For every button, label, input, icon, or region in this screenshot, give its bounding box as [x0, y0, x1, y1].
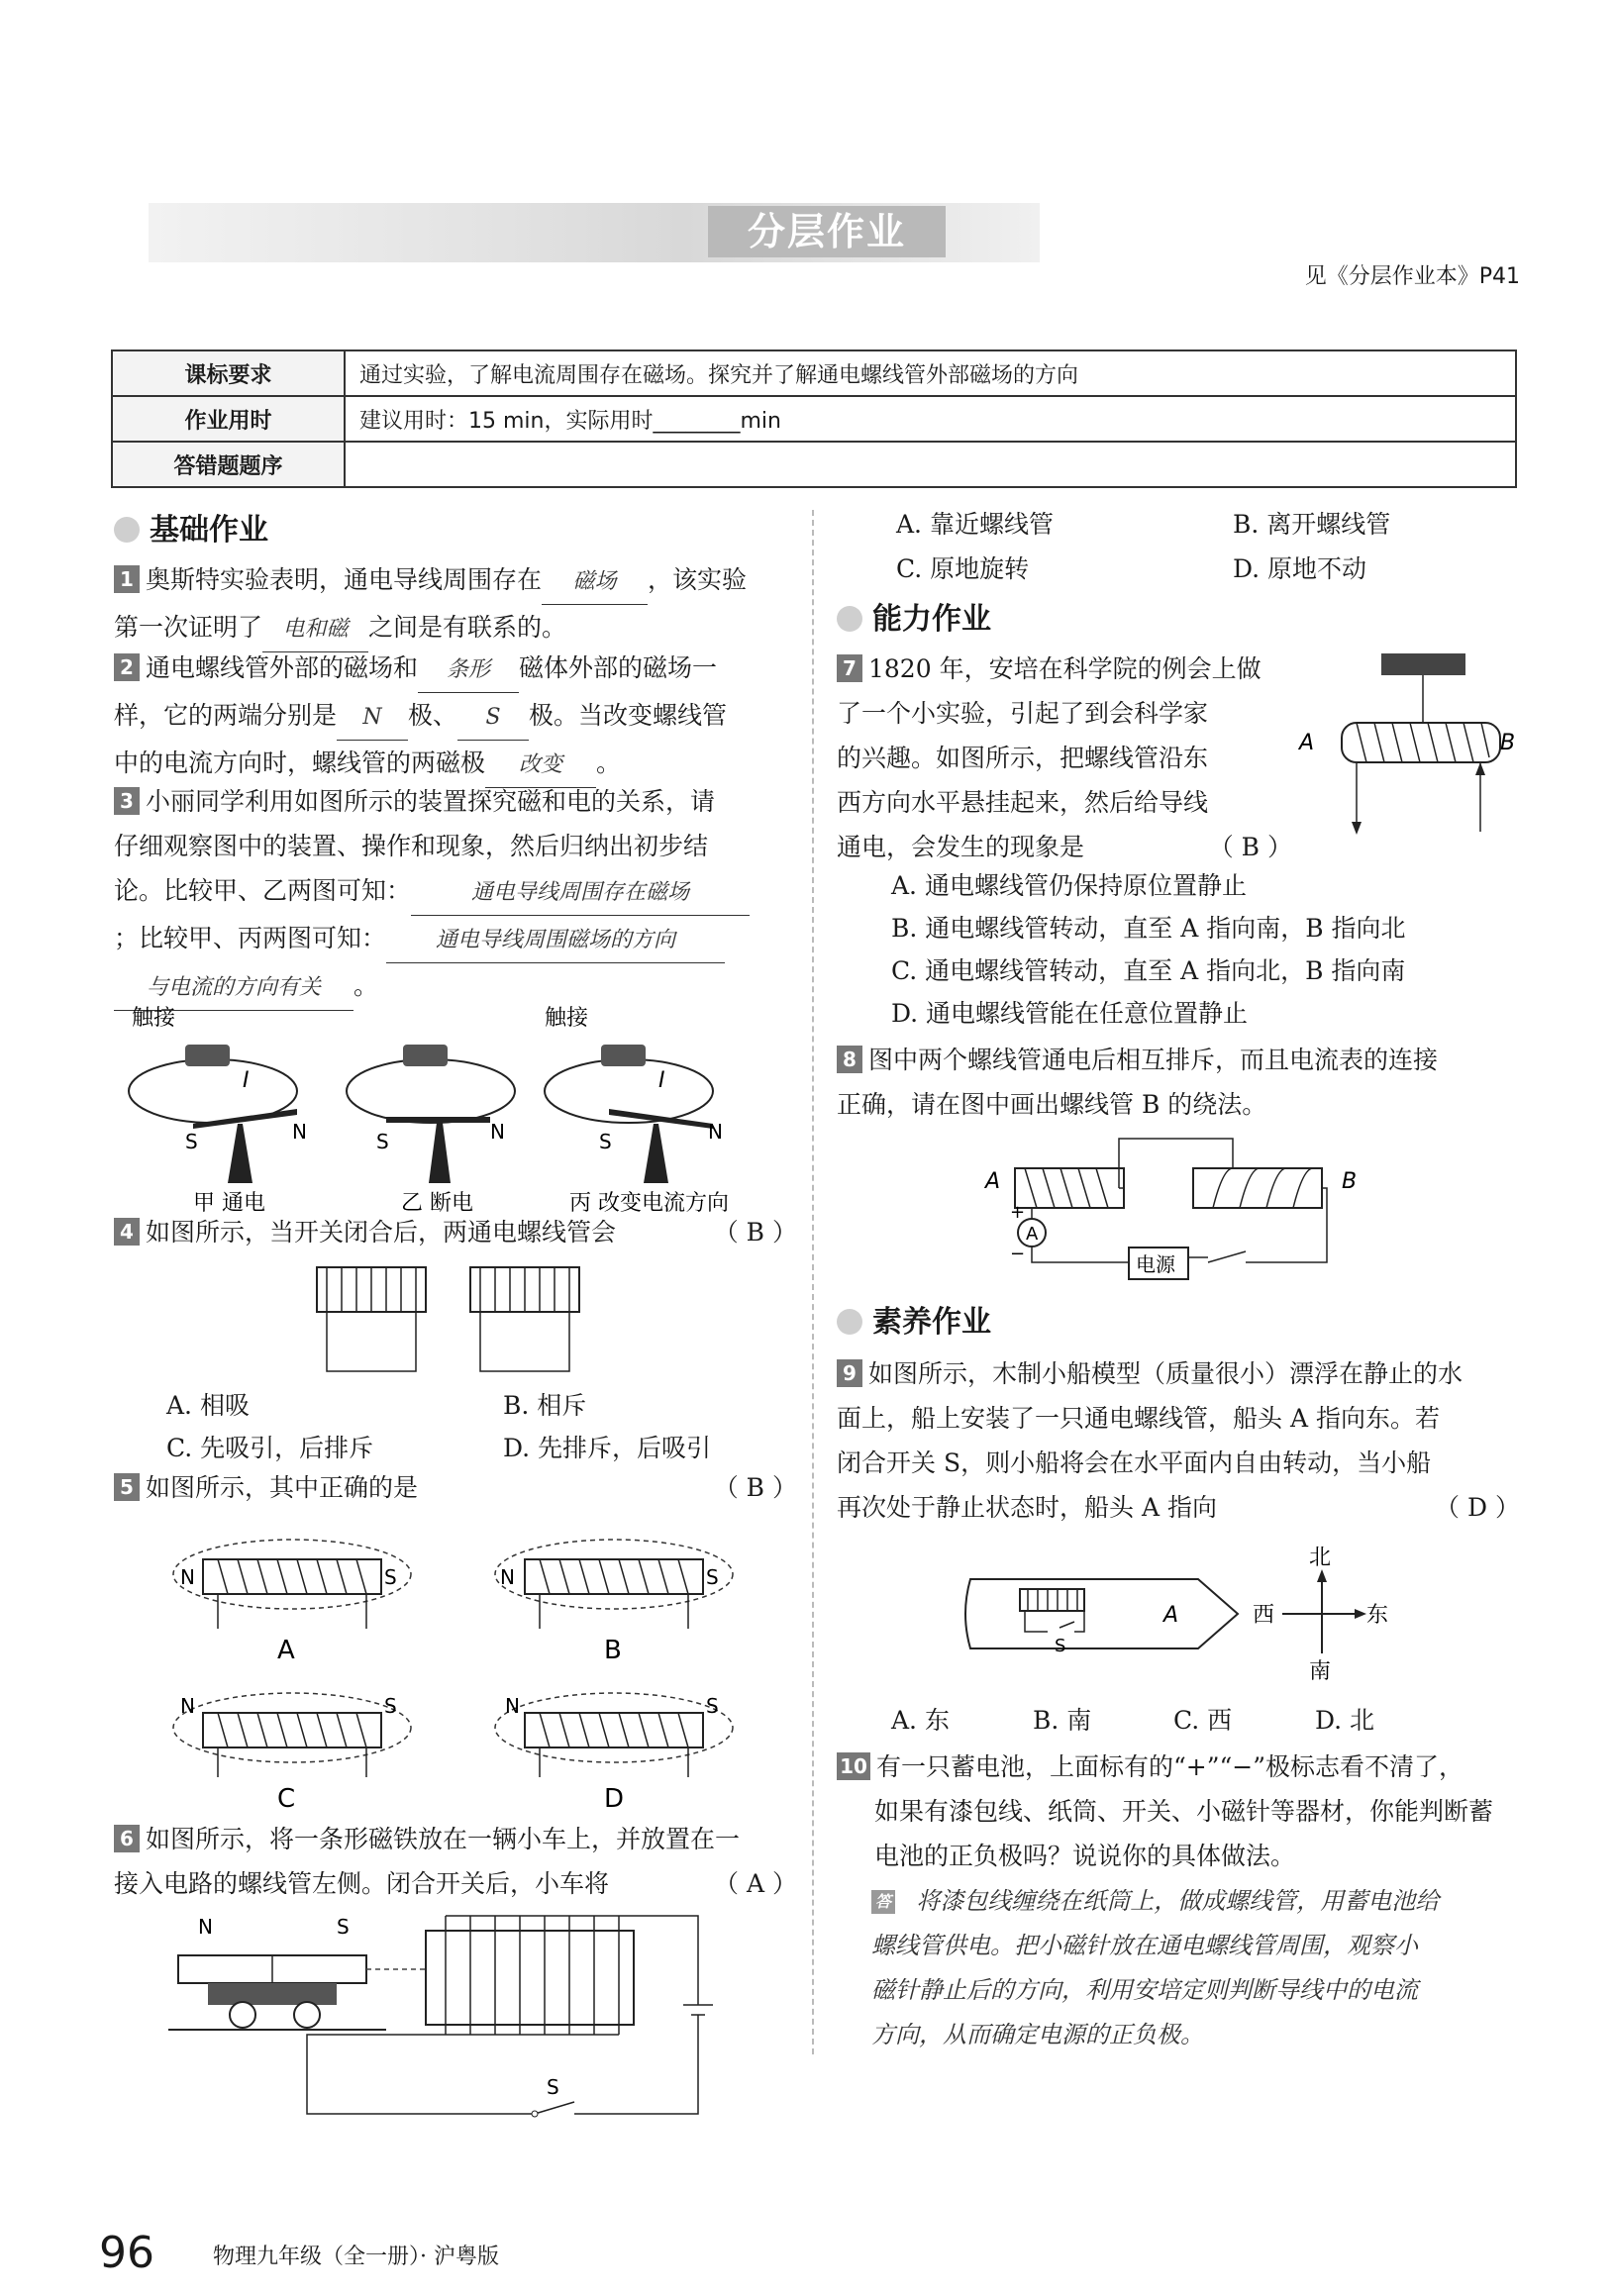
question-number: 9 [837, 1359, 862, 1387]
question-7: 7 1820 年，安培在科学院的例会上做 了一个小实验，引起了到会科学家 的兴趣。如图所示，把螺线管沿东 西方向水平悬挂起来，然后给导线 通电，会发生的现象是 （ B ） [837, 647, 1292, 869]
svg-text:S: S [376, 1130, 389, 1153]
answer-blank: N [337, 695, 408, 741]
svg-text:触接: 触接 [545, 1006, 589, 1031]
svg-text:+: + [1010, 1202, 1026, 1223]
table-value [345, 442, 1516, 487]
q4-option-d: D. 先排斥，后吸引 [503, 1434, 712, 1462]
solenoid-option-a [173, 1540, 411, 1665]
solenoid-option-b [495, 1540, 733, 1665]
q7-figure [1297, 649, 1515, 847]
svg-text:A: A [1299, 731, 1315, 755]
q6-option-c: C. 原地旋转 [896, 554, 1030, 583]
header-title: 分层作业 [708, 206, 946, 257]
answer-blank: 条形 [418, 648, 519, 693]
answer-blank: 与电流的方向有关 [114, 965, 353, 1011]
question-3: 3 小丽同学利用如图所示的装置探究磁和电的关系，请 仔细观察图中的装置、操作和现象，然后归纳出初步结 论。比较甲、乙两图可知： 通电导线周围存在磁场 ；比较甲、丙两图可知： 通电导线周围磁场的方向 与电流的方向有关 。 [114, 779, 807, 1011]
svg-text:S: S [337, 1915, 350, 1939]
question-number: 10 [837, 1752, 870, 1780]
answer-choice: （ A ） [714, 1869, 797, 1898]
q7-option-b: B. 通电螺线管转动，直至 A 指向南，B 指向北 [891, 914, 1406, 943]
svg-text:B: B [604, 1636, 622, 1665]
answer-blank: 电和磁 [262, 607, 368, 652]
oersted-setup-a [129, 1006, 307, 1183]
svg-text:N: N [708, 1120, 723, 1144]
q6-option-d: D. 原地不动 [1233, 554, 1367, 583]
q9-option-a: A. 东 [891, 1706, 950, 1735]
question-5: 5 如图所示，其中正确的是 （ B ） [114, 1465, 797, 1510]
svg-text:S: S [599, 1130, 612, 1153]
q4-option-b: B. 相斥 [503, 1391, 587, 1420]
svg-text:B: B [1500, 731, 1515, 755]
question-number: 7 [837, 654, 862, 682]
svg-text:北: 北 [1309, 1546, 1332, 1570]
svg-text:D: D [604, 1784, 625, 1814]
table-row [112, 350, 1516, 396]
table-value: 通过实验，了解电流周围存在磁场。探究并了解通电螺线管外部磁场的方向 [345, 350, 1516, 396]
question-number: 2 [114, 653, 140, 681]
q7-option-c: C. 通电螺线管转动，直至 A 指向北，B 指向南 [891, 956, 1406, 985]
svg-text:B: B [1342, 1169, 1358, 1194]
q5-figure [168, 1515, 762, 1822]
solenoid-option-c [173, 1693, 411, 1814]
svg-text:N: N [198, 1915, 213, 1939]
q9-figure [951, 1545, 1406, 1683]
svg-text:西: 西 [1253, 1603, 1275, 1628]
table-value: 建议用时：15 min，实际用时________min [345, 396, 1516, 442]
section-basic: 基础作业 [114, 505, 268, 549]
svg-text:S: S [706, 1694, 719, 1718]
q4-option-a: A. 相吸 [166, 1391, 250, 1420]
q7-option-d: D. 通电螺线管能在任意位置静止 [891, 999, 1249, 1028]
question-number: 4 [114, 1218, 140, 1246]
question-number: 3 [114, 787, 140, 815]
svg-text:S: S [185, 1130, 198, 1153]
section-ability: 能力作业 [837, 594, 991, 638]
question-number: 1 [114, 565, 140, 593]
question-9: 9 如图所示，木制小船模型（质量很小）漂浮在静止的水 面上，船上安装了一只通电螺线管，船头 A 指向东。若 闭合开关 S，则小船将会在水平面内自由转动，当小船 再次处于静止状态时，船头 A 指向 （ D ） [837, 1351, 1520, 1530]
question-8: 8 图中两个螺线管通电后相互排斥，而且电流表的连接 正确，请在图中画出螺线管 B 的绕法。 [837, 1046, 1439, 1119]
answer-blank: 通电导线周围磁场的方向 [386, 918, 725, 963]
table-key: 课标要求 [112, 350, 345, 396]
answer-choice: （ B ） [713, 1218, 797, 1247]
svg-text:S: S [1055, 1636, 1066, 1656]
section-mark-icon [837, 606, 862, 632]
q9-option-c: C. 西 [1173, 1706, 1233, 1735]
svg-text:丙 改变电流方向: 丙 改变电流方向 [569, 1191, 729, 1216]
svg-text:S: S [706, 1565, 719, 1589]
svg-text:电源: 电源 [1136, 1252, 1175, 1276]
page-number: 96 [99, 2228, 154, 2278]
question-number: 8 [837, 1046, 862, 1073]
question-6: 6 如图所示，将一条形磁铁放在一辆小车上，并放置在一 接入电路的螺线管左侧。闭合开关后，小车将 （ A ） [114, 1817, 797, 1906]
svg-text:A: A [1163, 1603, 1179, 1628]
svg-text:I: I [243, 1068, 250, 1093]
answer-choice: （ D ） [1435, 1493, 1520, 1522]
svg-text:触接: 触接 [132, 1006, 176, 1031]
svg-text:东: 东 [1366, 1603, 1389, 1628]
svg-text:A: A [985, 1169, 1001, 1194]
svg-text:A: A [277, 1636, 295, 1665]
q3-figure [114, 1000, 807, 1218]
table-key: 答错题题序 [112, 442, 345, 487]
svg-text:S: S [384, 1565, 397, 1589]
table-row [112, 442, 1516, 487]
answer-blank: 通电导线周围存在磁场 [411, 870, 750, 916]
svg-text:−: − [1010, 1244, 1026, 1264]
svg-text:S: S [547, 2075, 559, 2099]
answer-text: 答 将漆包线缠绕在纸筒上，做成螺线管，用蓄电池给 螺线管供电。把小磁针放在通电螺线管周围，观察小 磁针静止后的方向，利用安培定则判断导线中的电流 方向，从而确定电源的正负极。 [871, 1887, 1440, 2048]
header-reference: 见《分层作业本》P41 [1304, 264, 1520, 289]
oersted-setup-b [347, 1045, 515, 1183]
svg-text:A: A [1026, 1224, 1039, 1245]
svg-text:乙 断电: 乙 断电 [401, 1191, 473, 1216]
solenoid-option-d [495, 1693, 733, 1814]
q6-option-a: A. 靠近螺线管 [896, 510, 1054, 539]
section-quality: 素养作业 [837, 1297, 991, 1341]
question-2: 2 通电螺线管外部的磁场和 条形 磁体外部的磁场一 样，它的两端分别是 N 极、 S 极。当改变螺线管 中的电流方向时，螺线管的两磁极 改变 。 [114, 646, 807, 788]
section-mark-icon [114, 517, 140, 543]
column-divider [812, 510, 814, 2054]
book-title: 物理九年级（全一册）· 沪粤版 [213, 2245, 499, 2269]
answer-choice: （ B ） [1208, 833, 1292, 861]
answer-blank: S [457, 695, 529, 741]
q9-option-b: B. 南 [1033, 1706, 1092, 1735]
svg-text:N: N [180, 1694, 195, 1718]
svg-text:C: C [277, 1784, 296, 1814]
svg-text:N: N [490, 1120, 505, 1144]
svg-text:N: N [292, 1120, 307, 1144]
question-4: 4 如图所示，当开关闭合后，两通电螺线管会 （ B ） [114, 1210, 797, 1254]
question-number: 5 [114, 1473, 140, 1501]
question-number: 6 [114, 1825, 140, 1852]
q6-option-b: B. 离开螺线管 [1233, 510, 1391, 539]
section-mark-icon [837, 1309, 862, 1335]
oersted-setup-c [545, 1006, 723, 1183]
svg-text:甲 通电: 甲 通电 [193, 1191, 265, 1216]
q8-figure [980, 1129, 1396, 1297]
question-1: 1 奥斯特实验表明，通电导线周围存在 磁场 ，该实验 第一次证明了 电和磁 之间是有联系的。 [114, 557, 797, 652]
question-10: 10 有一只蓄电池，上面标有的“+”“−”极标志看不清了， 如果有漆包线、纸筒、开关、小磁针等器材，你能判断蓄 电池的正负极吗？说说你的具体做法。 [837, 1745, 1520, 1878]
requirement-table [111, 349, 1517, 488]
svg-text:N: N [505, 1694, 520, 1718]
answer-blank: 改变 [485, 743, 596, 788]
q4-option-c: C. 先吸引，后排斥 [166, 1434, 374, 1462]
table-row [112, 396, 1516, 442]
q6-figure [168, 1906, 723, 2163]
q9-option-d: D. 北 [1315, 1706, 1375, 1735]
q7-option-a: A. 通电螺线管仍保持原位置静止 [891, 871, 1247, 900]
svg-text:南: 南 [1309, 1659, 1332, 1683]
answer-choice: （ B ） [713, 1473, 797, 1502]
answer-blank: 磁场 [542, 559, 648, 605]
table-key: 作业用时 [112, 396, 345, 442]
svg-text:N: N [180, 1565, 195, 1589]
answer-mark-icon: 答 [871, 1890, 895, 1914]
q4-figure [297, 1257, 614, 1386]
svg-text:I: I [658, 1068, 665, 1093]
svg-text:S: S [384, 1694, 397, 1718]
svg-text:N: N [500, 1565, 515, 1589]
